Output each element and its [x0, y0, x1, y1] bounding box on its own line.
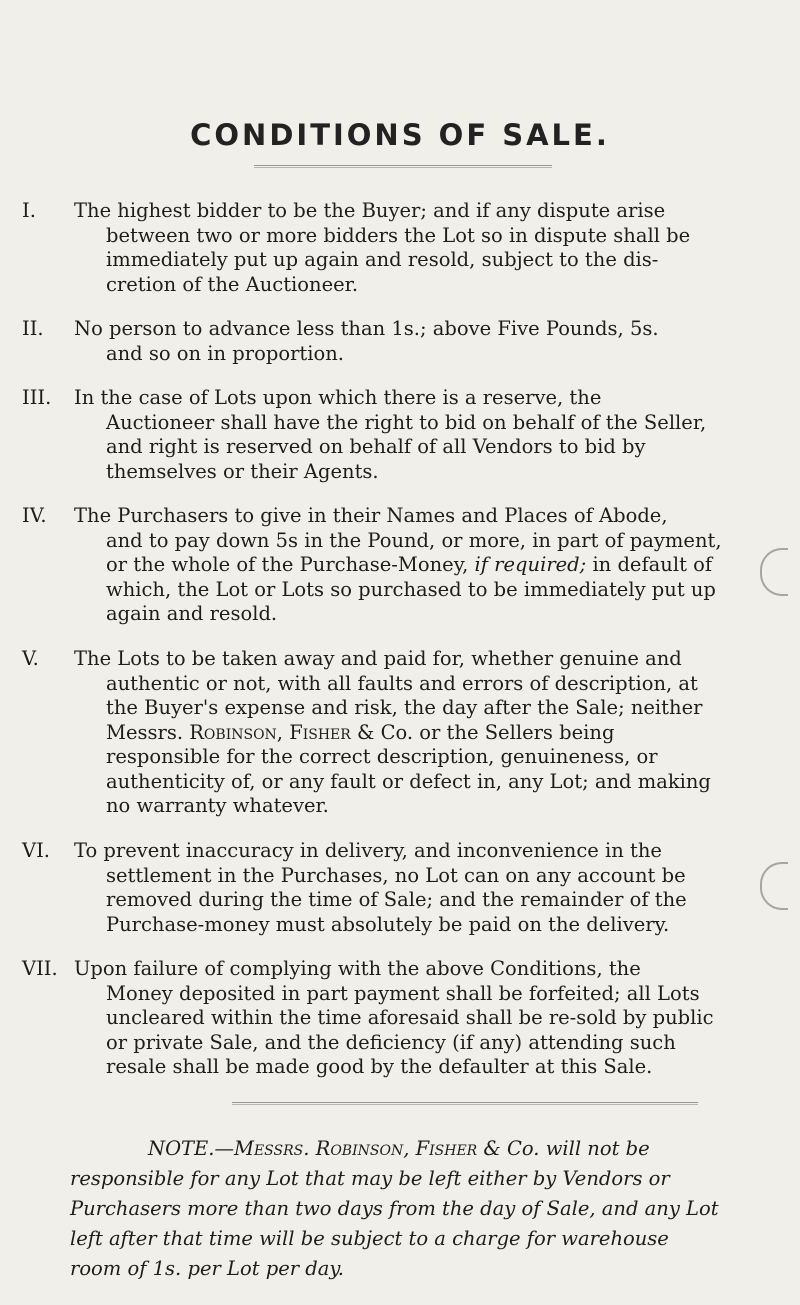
condition-body	[106, 529, 722, 627]
note-firm-name: Messrs. Robinson, Fisher	[234, 1137, 478, 1160]
condition-body: settlement in the Purchases, no Lot can on any account be removed during the time of Sale; and the remainder of the Purchase-money must absolutely be paid on the delivery.	[106, 863, 687, 936]
condition-3	[22, 386, 722, 484]
condition-body-text: & Co. or the Sellers being responsible for the correct description, genuineness, or authenticity of, or any fault or defect in, any Lot; and making no warranty whatever.	[106, 720, 711, 817]
condition-body-italic: if required;	[474, 553, 587, 576]
condition-number: II.	[22, 317, 44, 340]
condition-body: Money deposited in part payment shall be forfeited; all Lots uncleared within the time aforesaid shall be re-sold by public or private Sale, and the deficiency (if any) attending such resale shall be made good by the defaulter at this Sale.	[106, 981, 714, 1078]
condition-4	[22, 504, 722, 627]
condition-body-text: and to pay down 5s in the Pound, or more, in part of payment, or the whole of the Purchase-Money,	[106, 528, 722, 576]
page-edge-mark	[760, 548, 788, 596]
condition-first-line: The Purchasers to give in their Names and Places of Abode,	[74, 504, 668, 527]
condition-number: V.	[22, 647, 39, 670]
condition-number: VI.	[22, 839, 50, 862]
condition-body: and so on in proportion.	[106, 341, 344, 365]
condition-number: IV.	[22, 504, 47, 527]
condition-first-line: The highest bidder to be the Buyer; and if any dispute arise	[74, 199, 666, 222]
condition-2	[22, 317, 722, 366]
condition-body: between two or more bidders the Lot so in dispute shall be immediately put up again and resold, subject to the dis- cretion of the Auctioneer.	[106, 223, 691, 296]
page-edge-mark	[760, 862, 788, 910]
note-divider	[232, 1102, 698, 1105]
condition-number: VII.	[22, 957, 58, 980]
page-title: CONDITIONS OF SALE.	[190, 118, 610, 152]
condition-7	[22, 957, 722, 1080]
firm-name: Robinson, Fisher	[189, 720, 351, 744]
condition-first-line: No person to advance less than 1s.; above Five Pounds, 5s.	[74, 317, 659, 340]
note-lead: NOTE.—	[148, 1137, 234, 1160]
title-divider	[254, 165, 552, 168]
condition-body-text: in default of which, the Lot or Lots so purchased to be immediately put up again and resold.	[106, 553, 716, 625]
condition-number: III.	[22, 386, 52, 409]
note-paragraph	[70, 1134, 720, 1284]
condition-first-line: In the case of Lots upon which there is a reserve, the	[74, 386, 602, 409]
condition-1	[22, 199, 722, 297]
condition-body: Auctioneer shall have the right to bid on behalf of the Seller, and right is reserved on behalf of all Vendors to bid by themselves or their Agents.	[106, 410, 707, 483]
condition-first-line: The Lots to be taken away and paid for, whether genuine and	[74, 647, 682, 670]
condition-first-line: Upon failure of complying with the above Conditions, the	[74, 957, 641, 980]
condition-5	[22, 647, 722, 819]
condition-6	[22, 839, 722, 937]
condition-body	[106, 672, 722, 819]
condition-number: I.	[22, 199, 36, 222]
condition-body-text: authentic or not, with all faults and errors of description, at the Buyer's expense and risk, the day after the Sale; neither Messrs.	[106, 671, 703, 744]
condition-first-line: To prevent inaccuracy in delivery, and inconvenience in the	[74, 839, 662, 862]
note-text: & Co. will not be responsible for any Lot that may be left either by Vendors or Purchasers more than two days from the day of Sale, and any Lot left after that time will be subject to a charge for warehouse room of 1s. per Lot per day.	[70, 1137, 719, 1280]
